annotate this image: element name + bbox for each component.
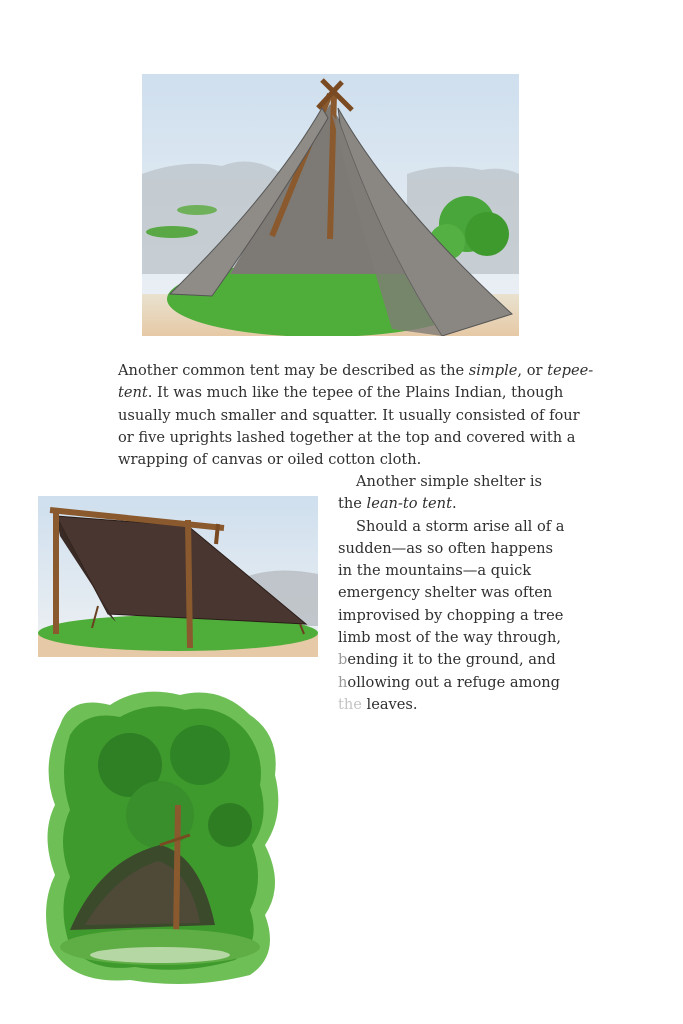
paragraph-line: in the mountains—a quick	[338, 562, 532, 580]
faded-text: the	[338, 695, 362, 713]
italic-term-tepee: tepee-	[547, 362, 594, 379]
text-run: leaves.	[361, 695, 418, 713]
text-run: .	[451, 495, 457, 513]
italic-term-tent: tent	[118, 384, 148, 402]
paragraph-line	[338, 694, 553, 716]
faded-text: b	[338, 651, 348, 669]
paragraph-line	[118, 360, 594, 382]
italic-term-lean-to-tent: lean-to tent	[366, 495, 452, 513]
paragraph-line	[338, 649, 556, 671]
paragraph-line: sudden—as so often happens	[338, 539, 553, 557]
paragraph-line	[338, 493, 553, 515]
faded-text: h	[338, 673, 348, 691]
paragraph-line: wrapping of canvas or oiled cotton cloth.	[118, 451, 422, 469]
text-run: ending it to the ground, and	[347, 651, 556, 669]
italic-term-simple: simple	[468, 362, 518, 379]
text-run: , or	[517, 362, 548, 379]
lean-to-and-emergency-shelter-text	[338, 471, 565, 716]
tree-limb-shelter-illustration	[40, 685, 285, 985]
paragraph-line: Should a storm arise all of a	[356, 517, 565, 535]
paragraph-line: limb most of the way through,	[338, 629, 562, 647]
paragraph-line: Another simple shelter is	[356, 473, 542, 490]
paragraph-line: or five uprights lashed together at the top and covered with a	[118, 428, 576, 446]
text-run: Another common tent may be described as the	[118, 362, 469, 379]
tepee-tent-paragraph	[118, 360, 594, 471]
paragraph-line	[338, 672, 560, 694]
text-run: . It was much like the tepee of the Plains Indian, though	[147, 384, 564, 402]
paragraph-line: improvised by chopping a tree	[338, 606, 564, 624]
text-run: the	[338, 495, 367, 513]
paragraph-line	[118, 382, 564, 404]
lean-to-tent-illustration	[38, 496, 318, 657]
paragraph-line: emergency shelter was often	[338, 584, 553, 602]
tepee-tent-illustration	[142, 74, 519, 336]
text-run: ollowing out a refuge among	[347, 673, 560, 691]
paragraph-line: usually much smaller and squatter. It usually consisted of four	[118, 406, 580, 424]
